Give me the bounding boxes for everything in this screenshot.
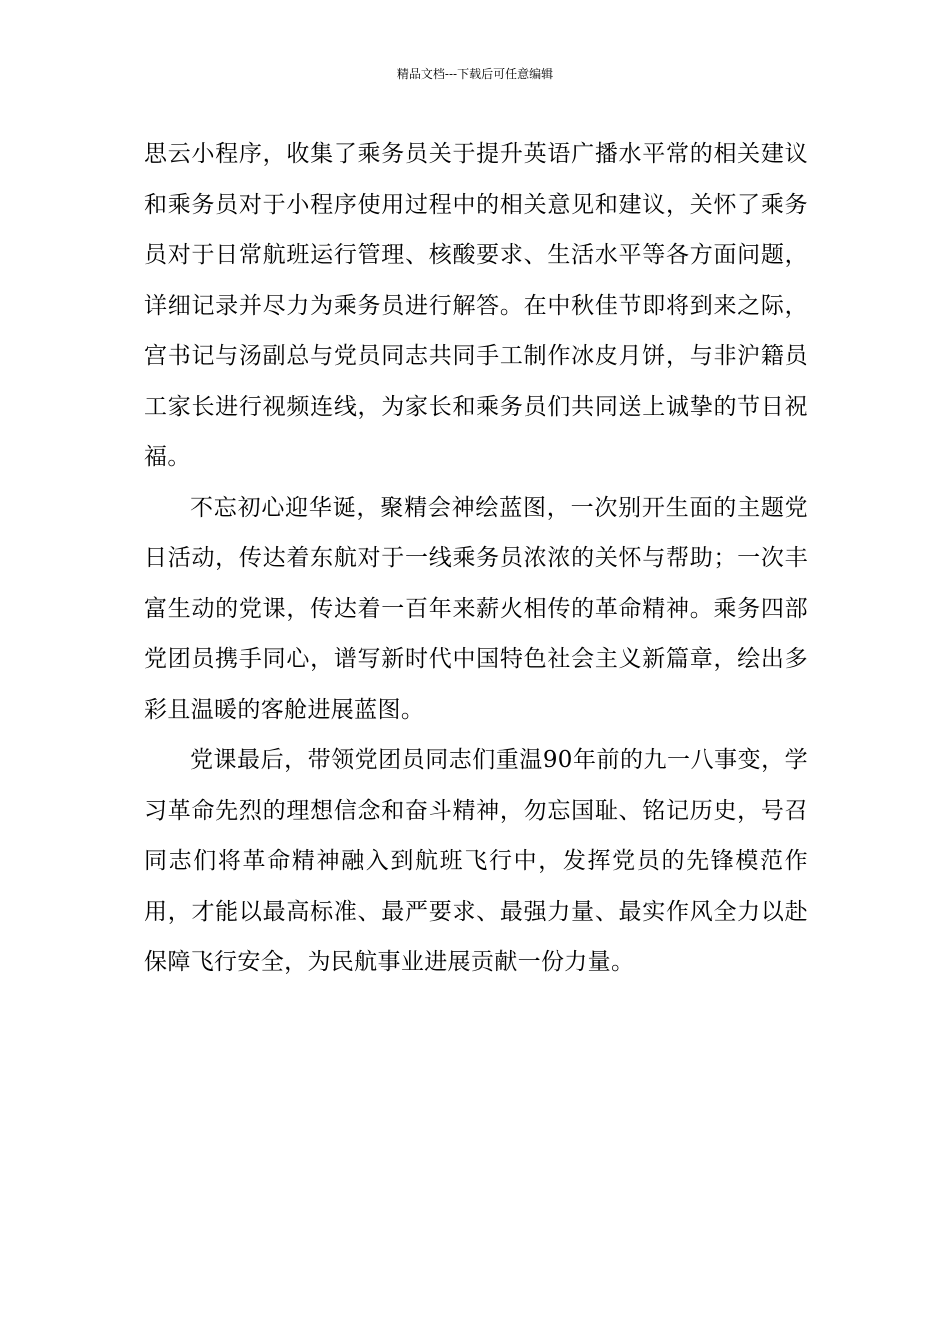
paragraph-3: 党课最后，带领党团员同志们重温90年前的九一八事变，学习革命先烈的理想信念和奋斗精神，勿忘国耻、铭记历史，号召同志们将革命精神融入到航班飞行中，发挥党员的先锋模范作用，才能以最高标准、最严要求、最强力量、最实作风全力以赴保障飞行安全，为民航事业进展贡献一份力量。 (144, 747, 808, 975)
document-body (144, 129, 808, 988)
paragraph-1: 思云小程序，收集了乘务员关于提升英语广播水平常的相关建议和乘务员对于小程序使用过程中的相关意见和建议，关怀了乘务员对于日常航班运行管理、核酸要求、生活水平等各方面问题，详细记录并尽力为乘务员进行解答。在中秋佳节即将到来之际，宫书记与汤副总与党员同志共同手工制作冰皮月饼，与非沪籍员工家长进行视频连线，为家长和乘务员们共同送上诚挚的节日祝福。 (144, 141, 808, 470)
paragraph-2: 不忘初心迎华诞，聚精会神绘蓝图，一次别开生面的主题党日活动，传达着东航对于一线乘务员浓浓的关怀与帮助；一次丰富生动的党课，传达着一百年来薪火相传的革命精神。乘务四部党团员携手同心，谱写新时代中国特色社会主义新篇章，绘出多彩且温暖的客舱进展蓝图。 (144, 494, 808, 723)
page-header: 精品文档---下载后可任意编辑 (396, 67, 554, 81)
